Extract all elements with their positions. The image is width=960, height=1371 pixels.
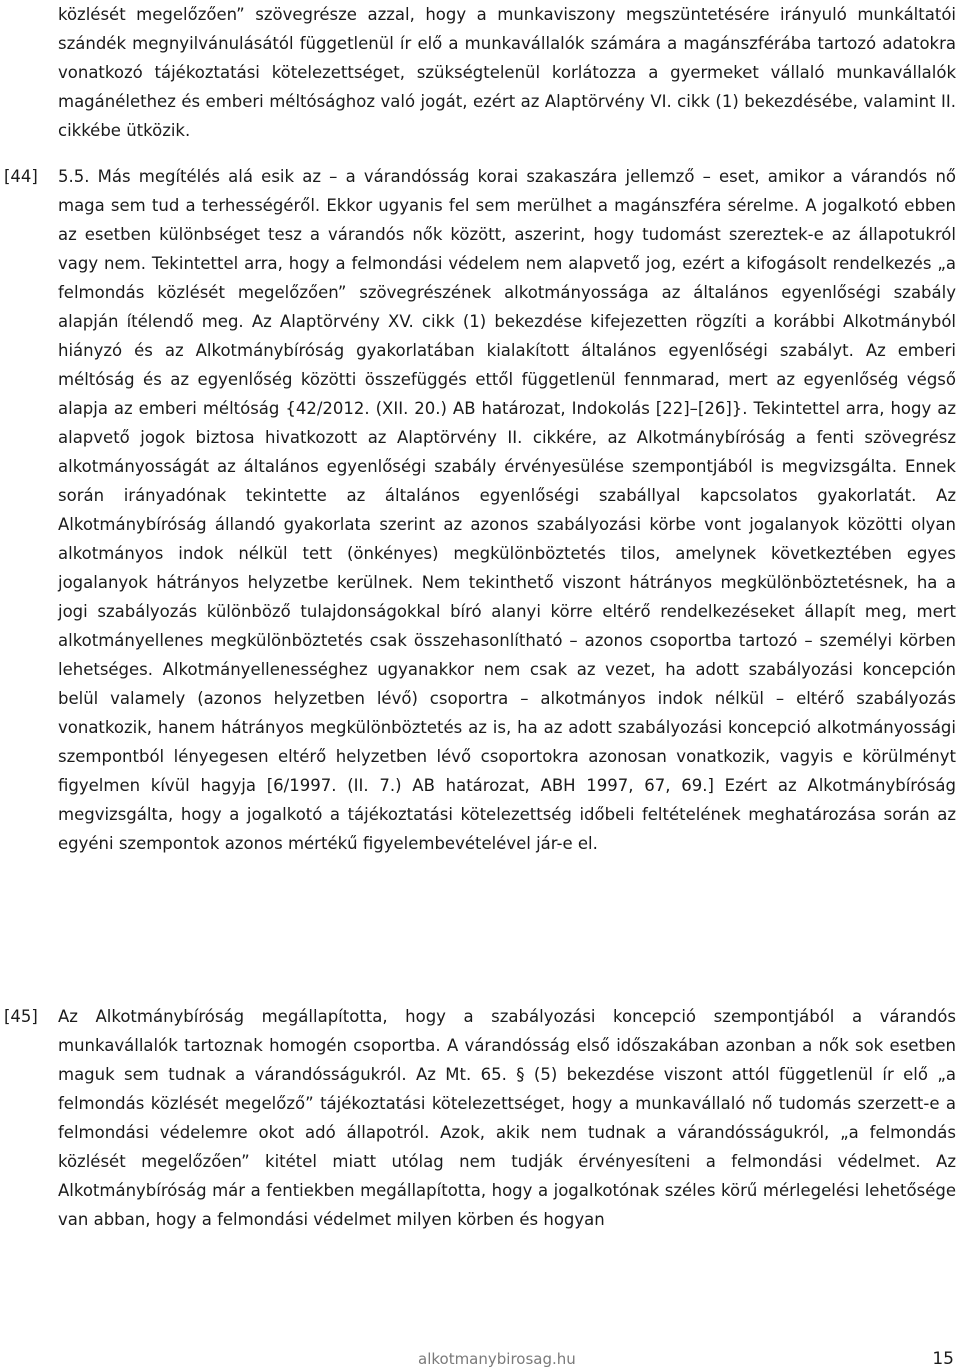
paragraph-number-45: [45] <box>4 1007 38 1026</box>
paragraph-45: Az Alkotmánybíróság megállapította, hogy a szabályozási koncepció szempontjából a várandós munkavállalók tartoznak homogén csoportba. A várandósság első időszakában azonban a nők sok esetben maguk sem tudnak a várandósságukról. Az Mt. 65. § (5) bekezdése viszont attól függetlenül ír elő „a felmondás közlését megelőző” tájékoztatási kötelezettséget, hogy a munkavállaló nő tudomás szerzett-e a felmondási védelemre okot adó állapotról. Azok, akik nem tudnak a várandósságukról, „a felmondás közlését megelőzően” kitétel miatt utólag nem tudják érvényesíteni a felmondási védelmet. Az Alkotmánybíróság már a fentiekben megállapította, hogy a jogalkotónak széles körű mérlegelési lehetősége van abban, hogy a felmondási védelmet milyen körben és hogyan <box>58 1007 956 1229</box>
footer-source-url: alkotmanybirosag.hu <box>418 1350 576 1368</box>
paragraph-continuation: közlését megelőzően” szövegrésze azzal, hogy a munkaviszony megszüntetésére irányuló munkáltatói szándék megnyilvánulásától függetlenül ír elő a munkavállalók számára a magánszférába tartozó adatokra vonatkozó tájékoztatási kötelezettséget, szükségtelenül korlátozza a gyermeket vállaló munkavállalók magánélethez és emberi méltósághoz való jogát, ezért az Alaptörvény VI. cikk (1) bekezdésébe, valamint II. cikkébe ütközik. <box>58 5 956 140</box>
page-number: 15 <box>932 1349 954 1369</box>
paragraph-44: 5.5. Más megítélés alá esik az – a várandósság korai szakaszára jellemző – eset, amikor a várandós nő maga sem tud a terhességéről. Ekkor ugyanis fel sem merülhet a magánszféra sérelme. A jogalkotó ebben az esetben különbséget tesz a várandós nők között, aszerint, hogy tudomást szereztek-e az állapotukról vagy nem. Tekintettel arra, hogy a felmondási védelem nem alapvető jog, ezért a kifogásolt rendelkezés „a felmondás közlését megelőzően” szövegrészének alkotmányossága az általános egyenlőségi szabály alapján ítélendő meg. Az Alaptörvény XV. cikk (1) bekezdése kifejezetten rögzíti a korábbi Alkotmányból hiányzó és az Alkotmánybíróság gyakorlatában kialakított általános egyenlőségi szabályt. Az emberi méltóság és az egyenlőség közötti összefüggés ettől függetlenül fennmarad, mert az egyenlőség végső alapja az emberi méltóság {42/2012. (XII. 20.) AB határozat, Indokolás [22]–[26]}. Tekintettel arra, hogy az alapvető jogok biztosa hivatkozott az Alaptörvény II. cikkére, az Alkotmánybíróság a fenti szövegrész alkotmányosságát az általános egyenlőségi szabály érvényesülése szempontjából is megvizsgálta. Ennek során irányadónak tekintette az általános egyenlőségi szabállyal kapcsolatos gyakorlatát. Az Alkotmánybíróság állandó gyakorlata szerint az azonos szabályozási körbe vont jogalanyok közötti olyan alkotmányos indok nélkül tett (önkényes) megkülönböztetés tilos, amelynek következtében egyes jogalanyok hátrányos helyzetbe kerülnek. Nem tekinthető viszont hátrányos megkülönböztetésnek, ha a jogi szabályozás különböző tulajdonságokkal bíró alanyi körre eltérő rendelkezéseket állapít meg, mert alkotmányellenes megkülönböztetés csak összehasonlítható – azonos csoportba tartozó – személyi körben lehetséges. Alkotmányellenességhez ugyanakkor nem csak az vezet, ha adott szabályozási koncepción belül valamely (azonos helyzetben lévő) csoportra – alkotmányos indok nélkül – eltérő szabályozás vonatkozik, hanem hátrányos megkülönböztetés az is, ha az adott szabályozási koncepció alkotmányossági szempontból lényegesen eltérő helyzetben lévő csoportokra azonosan vonatkozik, vagyis e körülményt figyelmen kívül hagyja [6/1997. (II. 7.) AB határozat, ABH 1997, 67, 69.] Ezért az Alkotmánybíróság megvizsgálta, hogy a jogalkotó a tájékoztatási kötelezettség időbeli feltételének meghatározása során az egyéni szempontok azonos mértékű figyelembevételével jár-e el. <box>58 167 956 853</box>
paragraph-number-44: [44] <box>4 167 38 186</box>
